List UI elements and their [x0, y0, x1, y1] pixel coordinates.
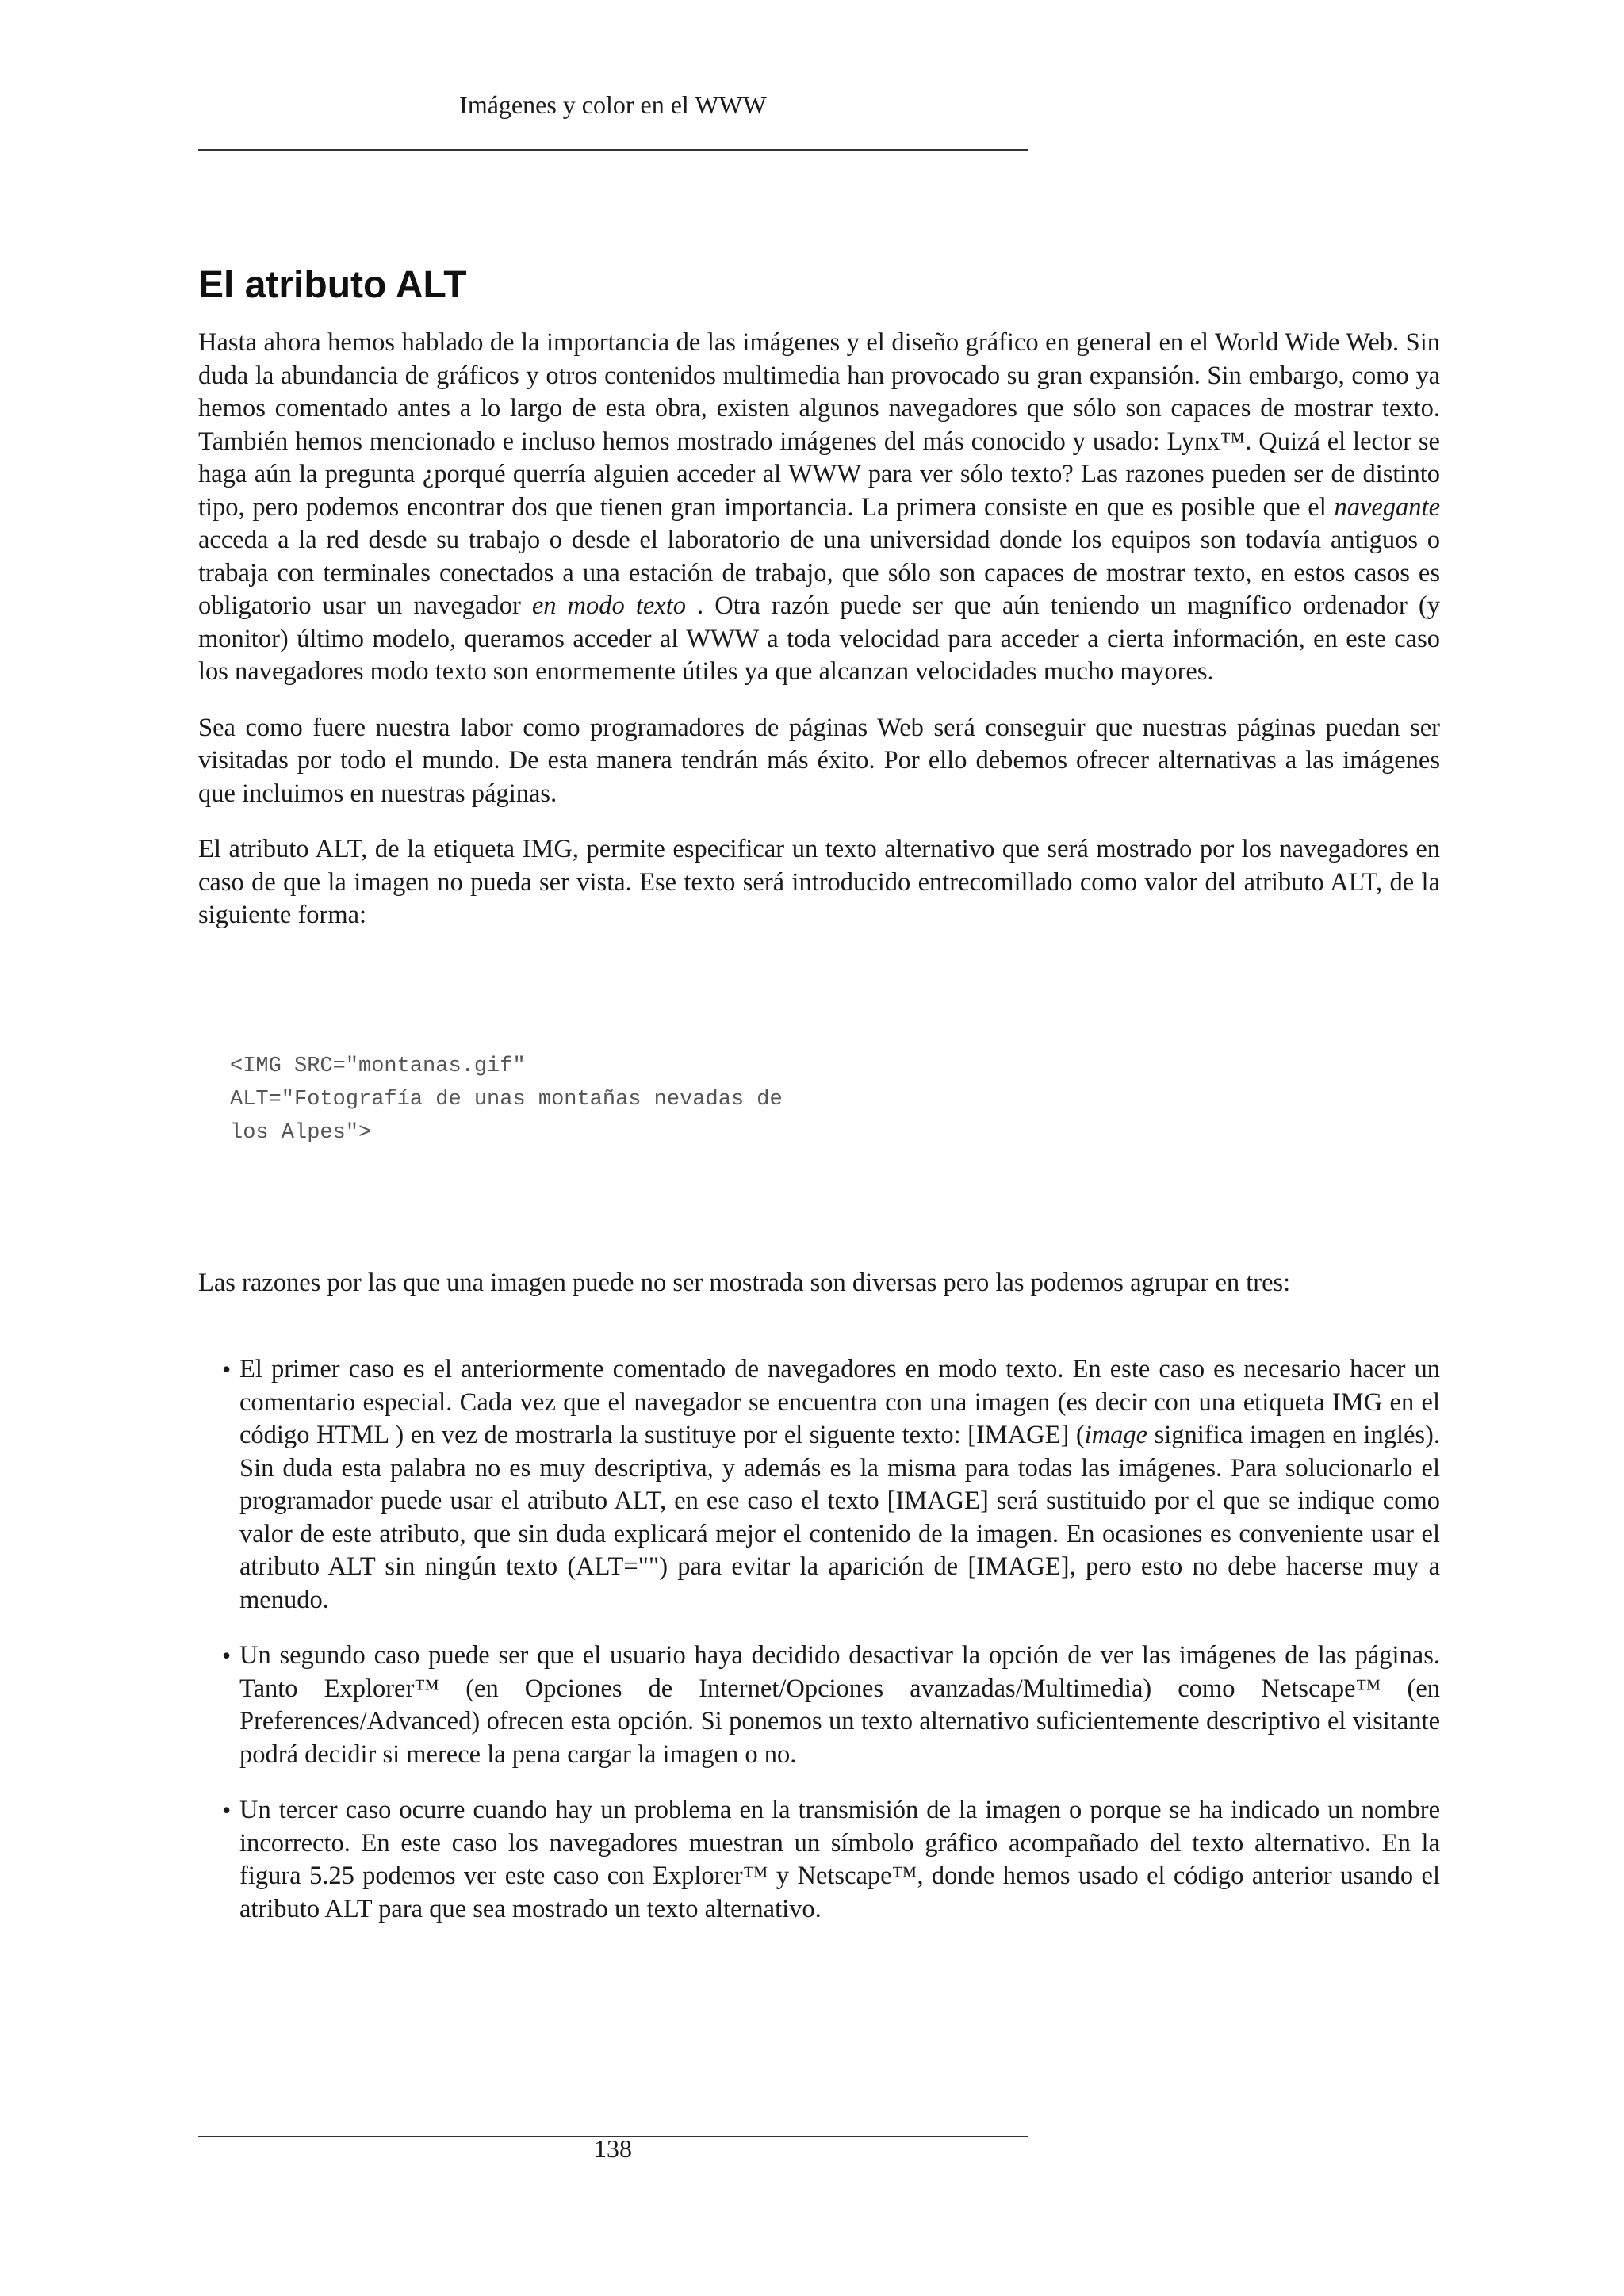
page-number: 138	[594, 2134, 632, 2163]
case-1-text	[239, 1353, 1440, 1617]
list-item	[198, 1640, 1440, 1771]
reasons-list	[198, 1353, 1440, 1926]
intro-paragraph-1	[198, 327, 1440, 689]
intro-p1-text-b: acceda a la red desde su trabajo o desde el laboratorio de una universidad donde los equipos son todavía antiguos o trabaja con terminales conectados a una estación de trabajo, que sólo son capaces de mostrar texto, en estos casos es obligatorio usar un navegador	[198, 526, 1440, 620]
header-divider	[198, 149, 1028, 151]
code-line-2: ALT="Fotografía de unas montañas nevadas de	[230, 1087, 783, 1112]
bullet-icon: •	[222, 1641, 232, 1670]
case-2-text: Un segundo caso puede ser que el usuario haya decidido desactivar la opción de ver las imágenes de las páginas. Tanto Explorer™ (en Opciones de Internet/Opciones avanzadas/Multimedia) como Netscape™ (en Preferences/Advanced) ofrecen esta opción. Si ponemos un texto alternativo suficientemente descriptivo el visitante podrá decidir si merece la pena cargar la imagen o no.	[239, 1641, 1440, 1769]
emphasis-modo-texto: en modo texto	[531, 591, 686, 620]
intro-paragraph-3: El atributo ALT, de la etiqueta IMG, permite especificar un texto alternativo que será mostrado por los navegadores en caso de que la imagen no pueda ser vista. Ese texto será introducido entrecomillado como valor del atributo ALT, de la siguiente forma:	[198, 835, 1440, 929]
intro-paragraph-2: Sea como fuere nuestra labor como programadores de páginas Web será conseguir que nuestras páginas puedan ser visitadas por todo el mundo. De esta manera tendrán más éxito. Por ello debemos ofrecer alternativas a las imágenes que incluimos en nuestras páginas.	[198, 713, 1440, 808]
section-title: El atributo ALT	[198, 264, 467, 306]
case-1-text-a: El primer caso es el anteriormente comentado de navegadores en modo texto. En este caso es necesario hacer un comentario especial. Cada vez que el navegador se encuentra con una imagen (es decir con una etiqueta IMG en el código HTML ) en vez de mostrarla la sustituye por el siguente texto: [IMAGE] (	[239, 1355, 1440, 1449]
reasons-intro: Las razones por las que una imagen puede no ser mostrada son diversas pero las podemos agrupar en tres:	[198, 1268, 1291, 1297]
case-1-text-b: significa imagen en inglés). Sin duda esta palabra no es muy descriptiva, y además es la misma para todas las imágenes. Para solucionarlo el programador puede usar el atributo ALT, en ese caso el texto [IMAGE] será sustituido por el que se indique como valor de este atributo, que sin duda explicará mejor el contenido de la imagen. En ocasiones es conveniente usar el atributo ALT sin ningún texto (ALT="") para evitar la aparición de [IMAGE], pero esto no debe hacerse muy a menudo.	[239, 1421, 1441, 1614]
list-item	[198, 1794, 1440, 1926]
bullet-icon: •	[222, 1796, 232, 1824]
intro-p1-text-c: . Otra razón puede ser que aún teniendo un magnífico ordenador (y monitor) último modelo, queramos acceder al WWW a toda velocidad para acceder a cierta información, en este caso los navegadores modo texto son enormemente útiles ya que alcanzan velocidades mucho mayores.	[198, 591, 1441, 686]
emphasis-navegante: navegante	[1334, 492, 1440, 522]
intro-p1-text-a: Hasta ahora hemos hablado de la importancia de las imágenes y el diseño gráfico en general en el World Wide Web. Sin duda la abundancia de gráficos y otros contenidos multimedia han provocado su gran expansión. Sin embargo, como ya hemos comentado antes a lo largo de esta obra, existen algunos navegadores que sólo son capaces de mostrar texto. También hemos mencionado e incluso hemos mostrado imágenes del más conocido y usado: Lynx™. Quizá el lector se haga aún la pregunta ¿porqué querría alguien acceder al WWW para ver sólo texto? Las razones pueden ser de distinto tipo, pero podemos encontrar dos que tienen gran importancia. La primera consiste en que es posible que el	[198, 328, 1440, 522]
running-header: Imágenes y color en el WWW	[459, 90, 767, 119]
list-item	[198, 1353, 1440, 1617]
case-3-text: Un tercer caso ocurre cuando hay un problema en la transmisión de la imagen o porque se ha indicado un nombre incorrecto. En este caso los navegadores muestran un símbolo gráfico acompañado del texto alternativo. En la figura 5.25 podemos ver este caso con Explorer™ y Netscape™, donde hemos usado el código anterior usando el atributo ALT para que sea mostrado un texto alternativo.	[239, 1796, 1440, 1923]
code-example	[230, 1050, 1440, 1150]
emphasis-image: image	[1084, 1421, 1148, 1449]
code-line-3: los Alpes">	[230, 1120, 372, 1145]
code-line-1: <IMG SRC="montanas.gif"	[230, 1054, 526, 1078]
page-content	[198, 262, 1440, 1949]
bullet-icon: •	[222, 1355, 232, 1383]
